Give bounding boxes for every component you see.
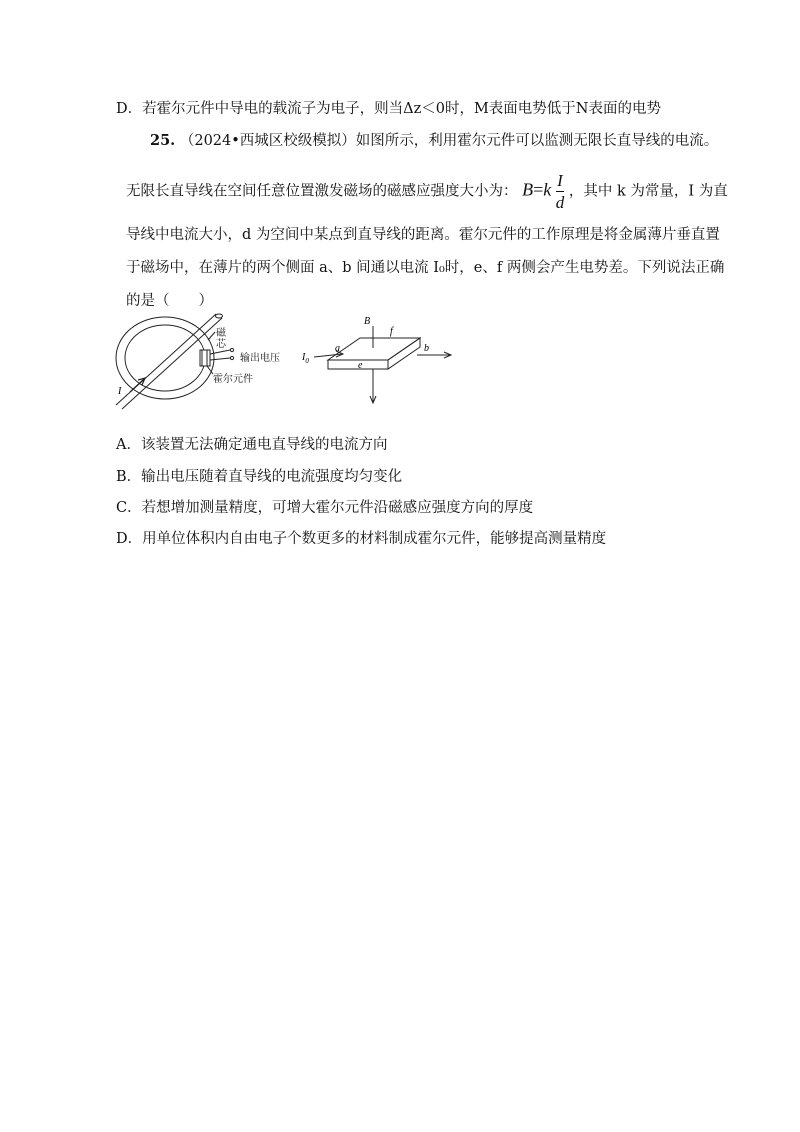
option-d: D．用单位体积内自由电子个数更多的材料制成霍尔元件，能够提高测量精度 — [116, 531, 607, 547]
formula-fraction — [556, 172, 565, 211]
previous-option-d: D．若霍尔元件中导电的载流子为电子，则当Δz＜0时，M表面电势低于N表面的电势 — [116, 101, 661, 117]
label-I0: $I_0$ — [302, 352, 309, 365]
question-line-3: 导线中电流大小，d 为空间中某点到直导线的距离。霍尔元件的工作原理是将金属薄片垂直置 — [126, 227, 720, 243]
label-core-2: 芯 — [216, 339, 226, 350]
label-b: b — [424, 343, 429, 354]
label-core — [216, 328, 226, 350]
question-line-2 — [126, 172, 728, 211]
option-a: A．该装置无法确定通电直导线的电流方向 — [116, 437, 388, 453]
label-B: B — [364, 316, 371, 327]
question-source: （2024•西城区校级模拟）如图所示，利用霍尔元件可以监测无限长直导线的电流。 — [179, 133, 719, 149]
formula-denominator: d — [555, 193, 565, 212]
label-output-voltage: 输出电压 — [240, 353, 280, 364]
formula-lhs: B — [522, 179, 534, 200]
option-b: B．输出电压随着直导线的电流强度均匀变化 — [116, 469, 403, 485]
option-c: C．若想增加测量精度，可增大霍尔元件沿磁感应强度方向的厚度 — [116, 500, 534, 516]
label-a: a — [335, 343, 340, 354]
question-line-4: 于磁场中，在薄片的两个侧面 a、b 间通以电流 I₀时，e、f 两侧会产生电势差。下列说法正确 — [126, 260, 725, 276]
formula-k: k — [543, 179, 552, 200]
label-e: e — [358, 360, 363, 371]
line2-after: ，其中 k 为常量，I 为直 — [568, 183, 728, 200]
figure-hall-plate — [300, 312, 460, 407]
label-f: f — [390, 326, 393, 337]
current-label: I — [118, 386, 122, 397]
label-core-1: 磁 — [216, 328, 226, 339]
question-number: 25. — [150, 132, 176, 149]
question-line-5: 的是（ ） — [126, 293, 213, 309]
formula-numerator: I — [557, 171, 563, 190]
question-header — [150, 129, 718, 150]
formula-eq: = — [533, 179, 544, 200]
line2-before: 无限长直导线在空间任意位置激发磁场的磁感应强度大小为： — [126, 183, 518, 200]
label-hall-element: 霍尔元件 — [213, 374, 253, 385]
formula — [522, 172, 564, 211]
